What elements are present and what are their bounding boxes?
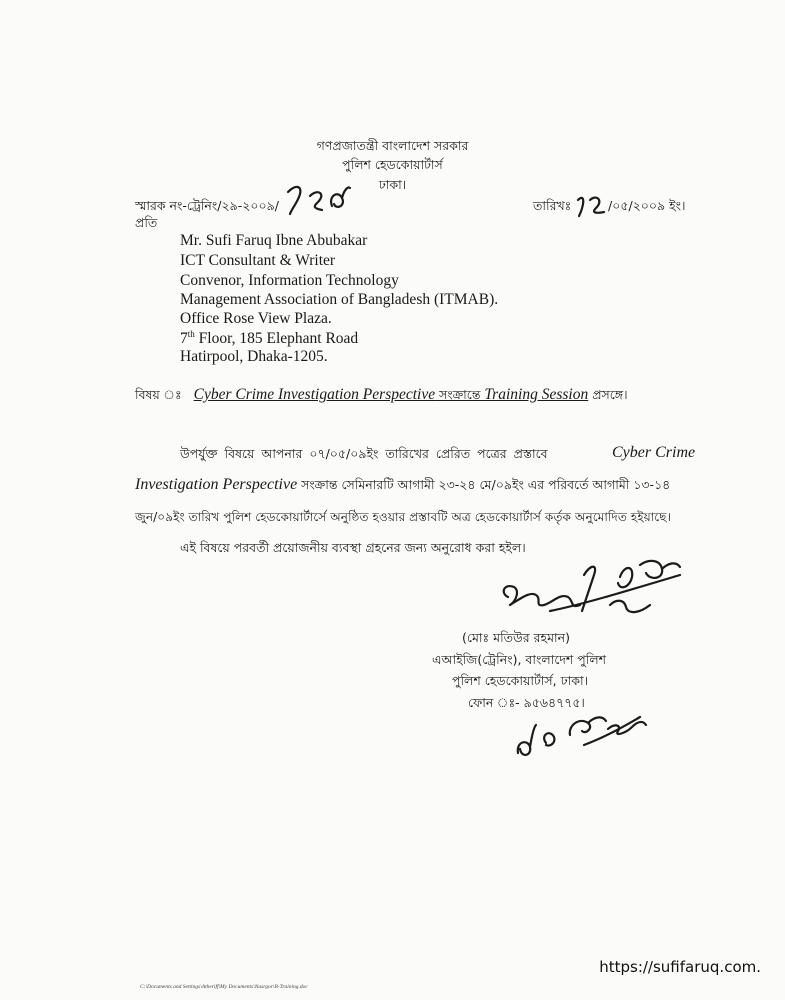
- header-city: ঢাকা।: [378, 177, 407, 192]
- body-para2: এই বিষয়ে পরবর্তী প্রয়োজনীয় ব্যবস্থা গ্রহনের জন্য অনুরোধ করা হইল।: [180, 540, 526, 555]
- memo-to-label: প্রতি: [135, 215, 158, 230]
- memo-date: [533, 198, 571, 218]
- handwritten-note: [510, 695, 660, 765]
- subject-topic: Cyber Crime Investigation Perspective: [193, 386, 436, 403]
- recipient-line: Convenor, Information Technology: [180, 272, 399, 289]
- recipient-line: Mr. Sufi Faruq Ibne Abubakar: [180, 232, 368, 249]
- recipient-line: Hatirpool, Dhaka-1205.: [180, 348, 328, 365]
- memo-date-rest: /০৫/২০০৯ ইং।: [608, 198, 686, 213]
- memo-date-label: তারিখঃ: [533, 198, 572, 213]
- header-police-hq: পুলিশ হেডকোয়ার্টার্স: [342, 157, 443, 172]
- footer-file-path: C:\Documents and Settings\Atheriff\My Documents\Nasrgor\B-Training.doc: [140, 984, 308, 990]
- body-para1-line1-en: Cyber Crime: [612, 444, 696, 461]
- body-para1-line1: উপর্যুক্ত বিষয়ে আপনার ০৭/০৫/০৯ইং তারিখের প্রেরিত পত্রের প্রস্তাবে: [180, 446, 548, 461]
- header-government: গণপ্রজাতন্ত্রী বাংলাদেশ সরকার: [316, 138, 469, 153]
- memo-ref-handwritten: [282, 180, 352, 220]
- signatory-title: এআইজি(ট্রেনিং), বাংলাদেশ পুলিশ: [432, 652, 607, 667]
- signatory-name: (মোঃ মতিউর রহমান): [462, 630, 570, 645]
- recipient-line: Office Rose View Plaza.: [180, 310, 332, 327]
- subject-line: বিষয় ঃ Cyber Crime Investigation Perspective সংক্রান্তে Training Session প্রসঙ্গে।: [135, 386, 628, 403]
- signatory-office: পুলিশ হেডকোয়ার্টার্স, ঢাকা।: [452, 673, 589, 688]
- signatory-phone: ফোন ঃ- ৯৫৬৪৭৭৫।: [468, 695, 585, 710]
- subject-session: Training Session: [484, 386, 589, 403]
- recipient-line: Management Association of Bangladesh (ITMAB).: [180, 291, 499, 308]
- watermark-url: https://sufifaruq.com.: [599, 958, 761, 976]
- memo-date-handwritten: [574, 190, 608, 220]
- memo-ref-label: স্মারক নং-ট্রেনিং/২৯-২০০৯/: [135, 198, 279, 213]
- body-para1-line2: Investigation Perspective সংক্রান্ত সেমিনারটি আগামী ২৩-২৪ মে/০৯ইং এর পরিবর্তে আগামী ১৩-১৪: [135, 476, 671, 493]
- recipient-line: ICT Consultant & Writer: [180, 252, 336, 269]
- subject-label: বিষয় ঃ: [135, 387, 182, 402]
- body-para1-line3: জুন/০৯ইং তারিখ পুলিশ হেডকোয়ার্টার্সে অনুষ্ঠিত হওয়ার প্রস্তাবটি অত্র হেডকোয়ার্টার্স কর্তৃক অনুমোদিত হইয়াছে।: [135, 510, 671, 524]
- signature-image: [490, 535, 690, 625]
- recipient-floor-line: 7th Floor, 185 Elephant Road: [180, 329, 359, 348]
